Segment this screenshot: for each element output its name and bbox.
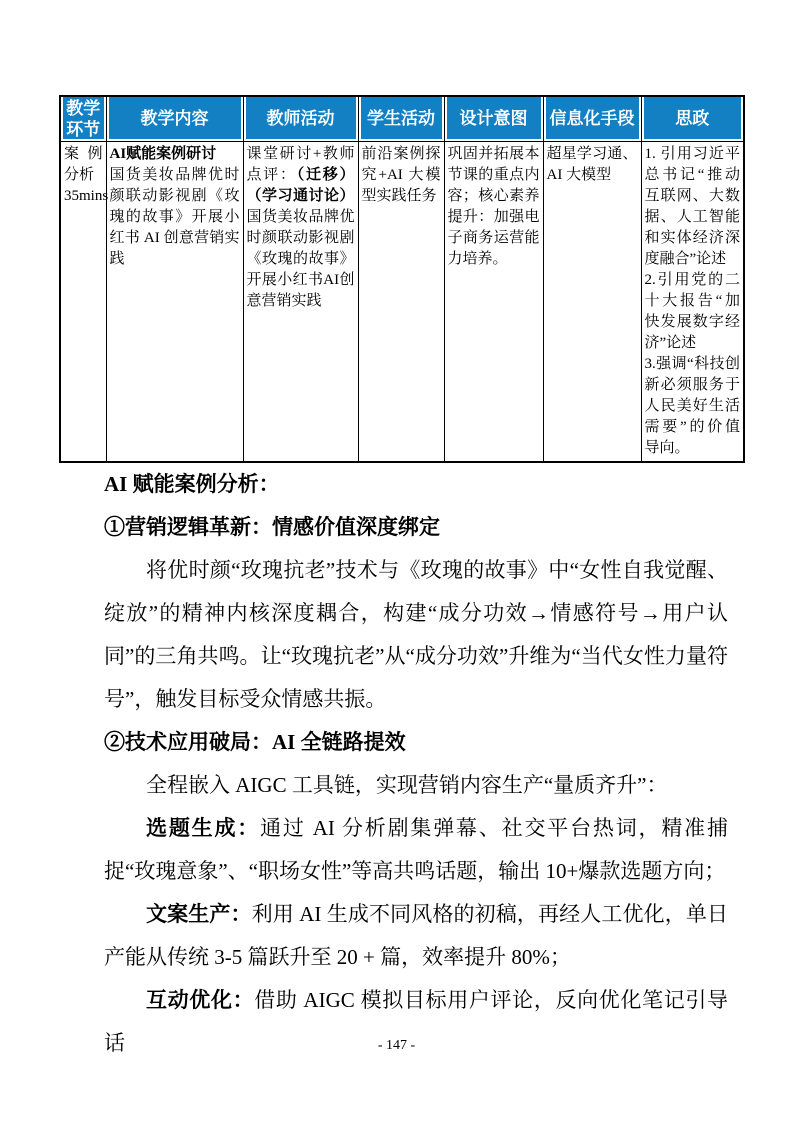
paragraph-topic-generation [104,807,728,893]
ideology-item-2: 2.引用党的二十大报告“加快发展数字经济”论述 [644,272,740,351]
cell-design-intent: 巩固并拓展本节课的重点内容；核心素养提升：加强电子商务运营能力培养。 [444,142,543,463]
cell-ideology [641,142,744,463]
cell-teacher-activity [243,142,358,463]
paragraph-aigc-toolchain: 全程嵌入 AIGC 工具链，实现营销内容生产“量质齐升”： [146,773,668,797]
paragraph-marketing-logic: 将优时颜“玫瑰抗老”技术与《玫瑰的故事》中“女性自我觉醒、绽放”的精神内核深度耦合，构建“成分功效→情感符号→用户认同”的三角共鸣。让“玫瑰抗老”从“成分功效”升维为“当代女性力量符号”，触发目标受众情感共振。 [104,558,728,711]
section-heading-ai-analysis: AI 赋能案例分析： [104,472,280,496]
subsection-heading-marketing-logic: ①营销逻辑革新：情感价值深度绑定 [104,515,440,539]
page-number: - 147 - [377,1038,416,1053]
table-header-row [60,96,744,142]
content-title: AI赋能案例研讨 [109,146,217,162]
subsection-heading-tech-application: ②技术应用破局：AI 全链路提效 [104,730,406,754]
cell-it-means: 超星学习通、AI 大模型 [543,142,641,463]
cell-teaching-stage [60,142,109,463]
stage-name: 案例分析 [64,146,103,183]
teacher-activity-detail: 国货美妆品牌优时颜联动影视剧《玫瑰的故事》开展小红书AI创意营销实践 [246,209,355,309]
interaction-optimization-lead: 互动优化： [146,988,255,1012]
col-header-teacher-activity: 教师活动 [243,96,358,142]
stage-duration: 35mins [64,188,109,204]
col-header-ideology: 思政 [641,96,744,142]
body-text [104,463,728,1065]
ideology-item-3: 3.强调“科技创新必须服务于人民美好生活需要”的价值导向。 [644,356,740,456]
cell-teaching-content [106,142,243,463]
copy-production-text: 利用 AI 生成不同风格的初稿，再经人工优化，单日产能从传统 3-5 篇跃升至 20 + 篇，效率提升 80%； [104,902,728,969]
table-row [60,142,744,463]
cell-student-activity: 前沿案例探究+AI 大模型实践任务 [358,142,444,463]
content-body: 国货美妆品牌优时颜联动影视剧《玫瑰的故事》开展小红书 AI 创意营销实践 [109,167,240,267]
topic-generation-text: 通过 AI 分析剧集弹幕、社交平台热词，精准捕捉“玫瑰意象”、“职场女性”等高共鸣话题，输出 10+爆款选题方向； [104,816,728,883]
paragraph-copy-production [104,893,728,979]
topic-generation-lead: 选题生成： [146,816,261,840]
teacher-activity-emphasis: （迁移）（学习通讨论） [246,167,355,204]
ideology-item-1: 1. 引用习近平总书记“推动互联网、大数据、人工智能和实体经济深度融合”论述 [644,146,740,267]
teacher-activity-text: 课堂研讨+教师点评： [246,146,355,183]
col-header-design-intent: 设计意图 [444,96,543,142]
col-header-teaching-stage: 教学环节 [60,96,106,142]
interaction-optimization-text: 借助 AIGC 模拟目标用户评论，反向优化笔记引导话 [104,988,728,1055]
lesson-plan-table [59,95,745,463]
col-header-teaching-content: 教学内容 [106,96,243,142]
col-header-student-activity: 学生活动 [358,96,444,142]
copy-production-lead: 文案生产： [146,902,252,926]
col-header-it-means: 信息化手段 [543,96,641,142]
